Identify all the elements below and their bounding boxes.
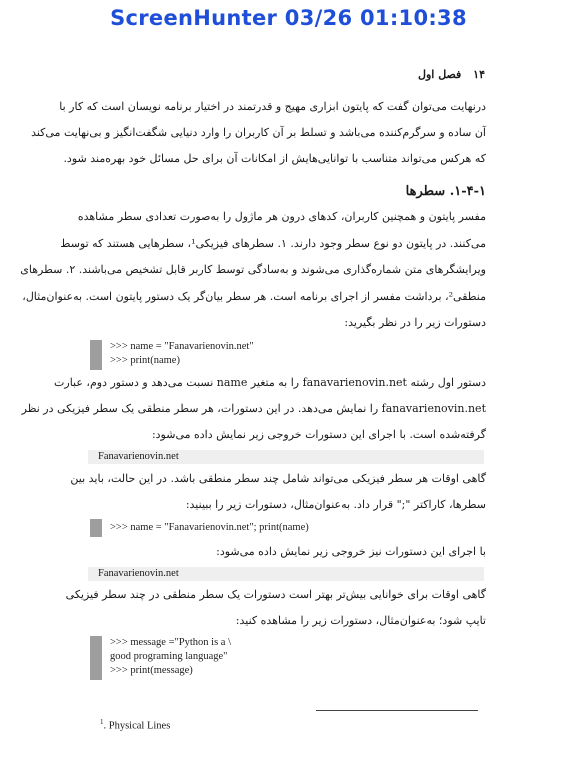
- output-box: [88, 567, 484, 581]
- paragraph-line: دستور اول رشته fanavarienovin.net را به متغیر name نسبت می‌دهد و دستور دوم، عبارت: [54, 376, 486, 389]
- paragraph-line: با اجرای این دستورات نیز خروجی زیر نمایش داده می‌شود:: [216, 545, 486, 558]
- code-block: [88, 519, 484, 537]
- intro-line: که هرکس می‌تواند متناسب با توانایی‌هایش از امکانات آن برای حل مسائل خود بهره‌مند شود.: [63, 152, 486, 165]
- code-line: >>> print(message): [110, 665, 193, 676]
- paragraph-line: دستورات زیر را در نظر بگیرید:: [344, 316, 486, 329]
- intro-line: آن ساده و سرگرم‌کننده می‌باشد و تسلط بر آن کاربران را وارد دنیایی شگفت‌انگیز و بی‌نهایت می‌کند: [31, 126, 486, 139]
- paragraph-line: تایپ شود؛ به‌عنوان‌مثال، دستورات زیر را مشاهده کنید:: [235, 614, 486, 627]
- footnote: $^1$. Physical Lines: [100, 718, 171, 732]
- output-text: Fanavarienovin.net: [98, 451, 179, 462]
- section-heading: ۱-۴-۱. سطرها: [405, 184, 486, 199]
- code-gutter: [90, 636, 102, 680]
- code-gutter: [90, 340, 102, 370]
- paragraph-line: گرفته‌شده است. با اجرای این دستورات خروجی زیر نمایش داده می‌شود:: [151, 428, 486, 441]
- paragraph-line: مفسر پایتون و همچنین کاربران، کدهای درون هر ماژول را به‌صورت تعدادی سطر مشاهده: [77, 210, 486, 223]
- page-number: ۱۴: [473, 68, 485, 81]
- code-line: >>> message ="Python is a \: [110, 637, 232, 648]
- paragraph-line: گاهی اوقات هر سطر فیزیکی می‌تواند شامل چند سطر منطقی باشد. در این حالت، باید بین: [70, 472, 486, 485]
- paragraph-line: می‌کنند. در پایتون دو نوع سطر وجود دارند. ۱. سطرهای فیزیکی¹، سطرهایی هستند که توسط: [60, 237, 486, 250]
- code-block: [88, 636, 484, 680]
- paragraph-line: سطرها، کاراکتر ";" قرار داد. به‌عنوان‌مثال، دستورات زیر را ببینید:: [185, 498, 486, 511]
- paragraph-line: منطقی²، برداشت مفسر از اجرای برنامه است. هر سطر بیان‌گر یک دستور پایتون است. به‌عنوان‌مثال،: [22, 290, 486, 303]
- code-line: >>> print(name): [110, 355, 180, 366]
- footnote-text: Physical Lines: [108, 720, 171, 732]
- chapter-title: فصل اول: [418, 68, 462, 81]
- output-text: Fanavarienovin.net: [98, 568, 179, 579]
- paragraph-line: fanavarienovin.net را نمایش می‌دهد. در این دستورات، هر سطر منطقی یک سطر فیزیکی در نظر: [21, 402, 486, 415]
- code-line: >>> name = "Fanavarienovin.net"; print(name): [110, 522, 309, 533]
- paragraph-line: گاهی اوقات برای خوانایی بیش‌تر بهتر است دستورات یک سطر منطقی در چند سطر فیزیکی: [65, 588, 486, 601]
- footnote-mark: 1: [100, 718, 104, 726]
- code-block: [88, 340, 484, 370]
- code-line: good programing language": [110, 651, 228, 662]
- code-gutter: [90, 519, 102, 537]
- footnote-divider: [316, 710, 478, 711]
- intro-line: درنهایت می‌توان گفت که پایتون ابزاری مهیج و قدرتمند در اختیار برنامه نویسان است که کار با: [59, 100, 486, 113]
- screenhunter-watermark: ScreenHunter 03/26 01:10:38: [110, 6, 467, 30]
- output-box: [88, 450, 484, 464]
- paragraph-line: ویرایشگرهای متن شماره‌گذاری می‌شوند و به‌سادگی توسط کاربر قابل تشخیص می‌باشند. ۲. سطرهای: [20, 263, 486, 276]
- page-header: [90, 68, 485, 81]
- code-line: >>> name = "Fanavarienovin.net": [110, 341, 254, 352]
